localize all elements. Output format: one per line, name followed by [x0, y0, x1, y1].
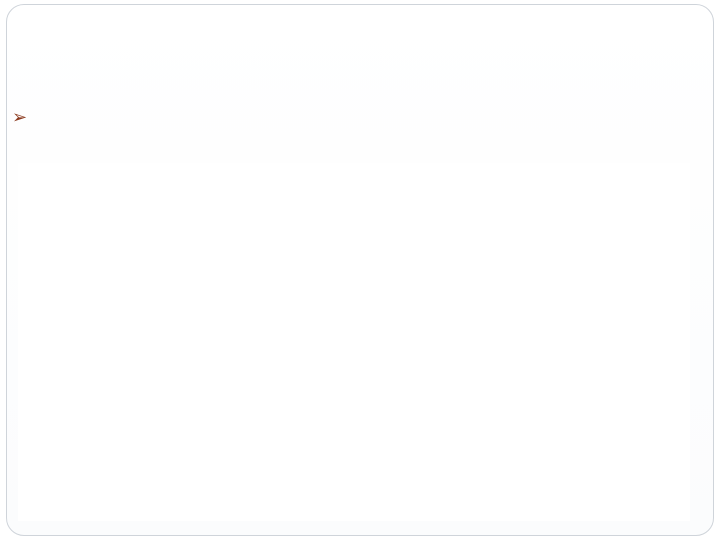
earnings-table-screenshot: [18, 163, 690, 521]
year-header-row: [18, 193, 690, 209]
bullet-point: [12, 102, 632, 161]
arrow-bullet-icon: ➢: [12, 107, 28, 128]
bullet-text-2: [12, 134, 32, 158]
